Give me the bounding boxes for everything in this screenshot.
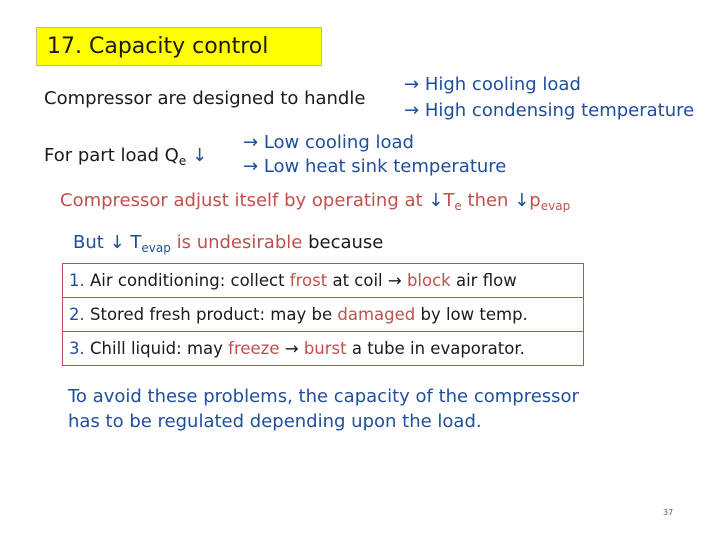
right-arrow-icon: →: [243, 156, 259, 177]
slide-title-text: 17. Capacity control: [47, 34, 269, 59]
right-arrow-icon: →: [387, 271, 402, 290]
reason-row: 2. Stored fresh product: may be damaged by low temp.: [63, 298, 583, 332]
right-arrow-icon: →: [404, 74, 420, 95]
down-arrow-icon: ↓: [428, 190, 444, 211]
down-arrow-icon: ↓: [191, 145, 208, 166]
part-load-low-heat-sink: → Low heat sink temperature: [243, 156, 507, 177]
conclusion-paragraph: [68, 384, 579, 434]
part-load-low-cooling-load: → Low cooling load: [243, 132, 414, 153]
part-load-label: For part load $Q_e$ ↓: [44, 145, 208, 168]
compressor-design-label: Compressor are designed to handle: [44, 88, 366, 109]
design-option-high-condensing-temp: → High condensing temperature: [404, 100, 695, 121]
right-arrow-icon: →: [284, 339, 299, 358]
down-arrow-icon: ↓: [514, 190, 530, 211]
page-number: 37: [663, 508, 674, 517]
down-arrow-icon: ↓: [109, 232, 125, 253]
but-undesirable-statement: But ↓ $T_{evap}$ is undesirable because: [73, 232, 384, 255]
right-arrow-icon: →: [243, 132, 259, 153]
reasons-table: [62, 263, 584, 366]
conclusion-line: has to be regulated depending upon the load.: [68, 411, 482, 432]
compressor-adjust-statement: Compressor adjust itself by operating at $↓T_e$ then $↓p_{evap}$: [60, 190, 571, 213]
conclusion-line: To avoid these problems, the capacity of the compressor: [68, 386, 579, 407]
reason-row: 3. Chill liquid: may freeze → burst a tube in evaporator.: [63, 332, 583, 366]
right-arrow-icon: →: [404, 100, 420, 121]
slide-title: [36, 27, 322, 66]
reason-row: 1. Air conditioning: collect frost at coil → block air flow: [63, 264, 583, 298]
design-option-high-cooling-load: → High cooling load: [404, 74, 581, 95]
